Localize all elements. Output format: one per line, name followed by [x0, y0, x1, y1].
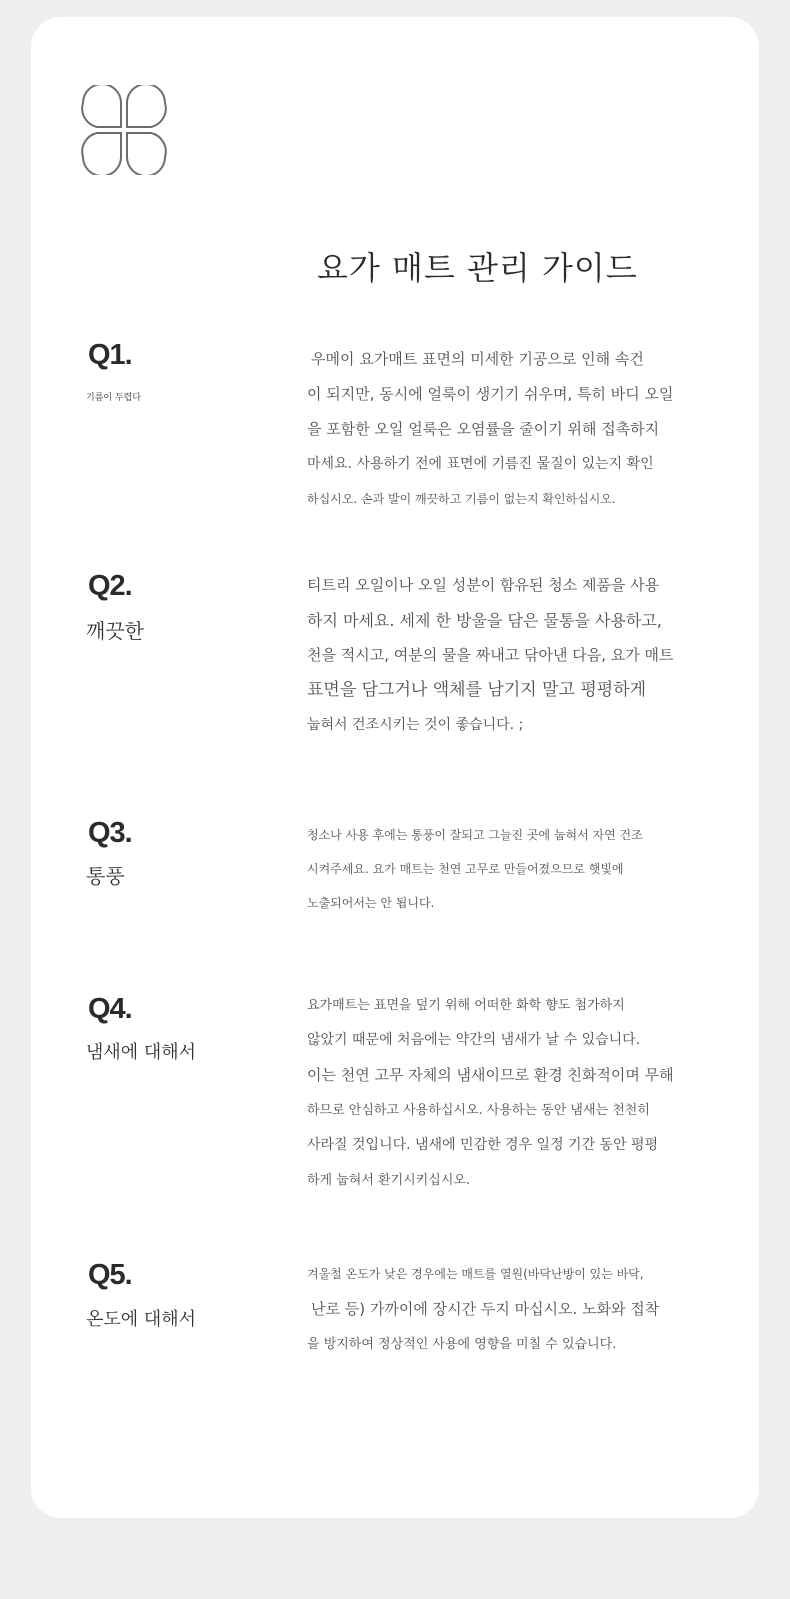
q1-answer-line: 을 포함한 오일 얼룩은 오염률을 줄이기 위해 접촉하지 — [307, 420, 660, 438]
q3-answer — [307, 818, 727, 920]
guide-card — [31, 17, 759, 1518]
q3-answer-line: 노출되어서는 안 됩니다. — [307, 896, 435, 910]
q1-answer — [307, 342, 727, 517]
q1-answer-line: 마세요. 사용하기 전에 표면에 기름진 물질이 있는지 확인 — [307, 456, 654, 472]
q4-subtitle: 냄새에 대해서 — [86, 1042, 197, 1063]
q2-label: Q2. — [88, 570, 132, 602]
q1-subtitle: 기름이 두렵다 — [86, 393, 142, 403]
q4-answer — [307, 988, 727, 1198]
q2-answer-line: 티트리 오일이나 오일 성분이 함유된 청소 제품을 사용 — [307, 576, 660, 594]
q4-answer-line: 이는 천연 고무 자체의 냄새이므로 환경 친화적이며 무해 — [307, 1066, 674, 1084]
q3-label: Q3. — [88, 817, 132, 849]
q2-answer-line: 천을 적시고, 여분의 물을 짜내고 닦아낸 다음, 요가 매트 — [307, 646, 674, 664]
q1-label: Q1. — [88, 339, 132, 371]
q2-answer — [307, 568, 727, 743]
q5-subtitle: 온도에 대해서 — [86, 1309, 197, 1330]
q4-answer-line: 사라질 것입니다. 냄새에 민감한 경우 일정 기간 동안 평평 — [307, 1137, 659, 1153]
q1-answer-line: 우메이 요가매트 표면의 미세한 기공으로 인해 속건 — [311, 350, 644, 368]
q2-subtitle: 깨끗한 — [86, 619, 144, 643]
q3-subtitle: 통풍 — [86, 864, 125, 888]
q1-answer-line: 하십시오. 손과 발이 깨끗하고 기름이 없는지 확인하십시오. — [307, 492, 616, 506]
q4-answer-line: 하므로 안심하고 사용하십시오. 사용하는 동안 냄새는 천천히 — [307, 1103, 650, 1118]
clover-logo-icon — [79, 85, 169, 175]
q3-answer-line: 청소나 사용 후에는 통풍이 잘되고 그늘진 곳에 눕혀서 자연 건조 — [307, 828, 643, 842]
q4-answer-line: 요가매트는 표면을 덮기 위해 어떠한 화학 향도 첨가하지 — [307, 998, 625, 1013]
q4-label: Q4. — [88, 993, 132, 1025]
q5-answer-line: 을 방지하여 정상적인 사용에 영향을 미칠 수 있습니다. — [307, 1337, 617, 1352]
page-title: 요가 매트 관리 가이드 — [317, 249, 638, 287]
q4-answer-line: 하게 눕혀서 환기시키십시오. — [307, 1173, 471, 1188]
q5-answer-line: 겨울철 온도가 낮은 경우에는 매트를 열원(바닥난방이 있는 바닥, — [307, 1267, 644, 1281]
q1-answer-line: 이 되지만, 동시에 얼룩이 생기기 쉬우며, 특히 바디 오일 — [307, 385, 674, 403]
q3-answer-line: 시켜주세요. 요가 매트는 천연 고무로 만들어졌으므로 햇빛에 — [307, 862, 624, 876]
q2-answer-line: 하지 마세요. 세제 한 방울을 담은 물통을 사용하고, — [307, 611, 662, 630]
q2-answer-line: 표면을 담그거나 액체를 남기지 말고 평평하게 — [307, 680, 647, 700]
q2-answer-line: 눕혀서 건조시키는 것이 좋습니다. ; — [307, 717, 524, 733]
q5-answer-line: 난로 등) 가까이에 장시간 두지 마십시오. 노화와 접착 — [311, 1300, 660, 1318]
q5-label: Q5. — [88, 1259, 132, 1291]
q5-answer — [307, 1257, 727, 1362]
q4-answer-line: 않았기 때문에 처음에는 약간의 냄새가 날 수 있습니다. — [307, 1032, 641, 1048]
